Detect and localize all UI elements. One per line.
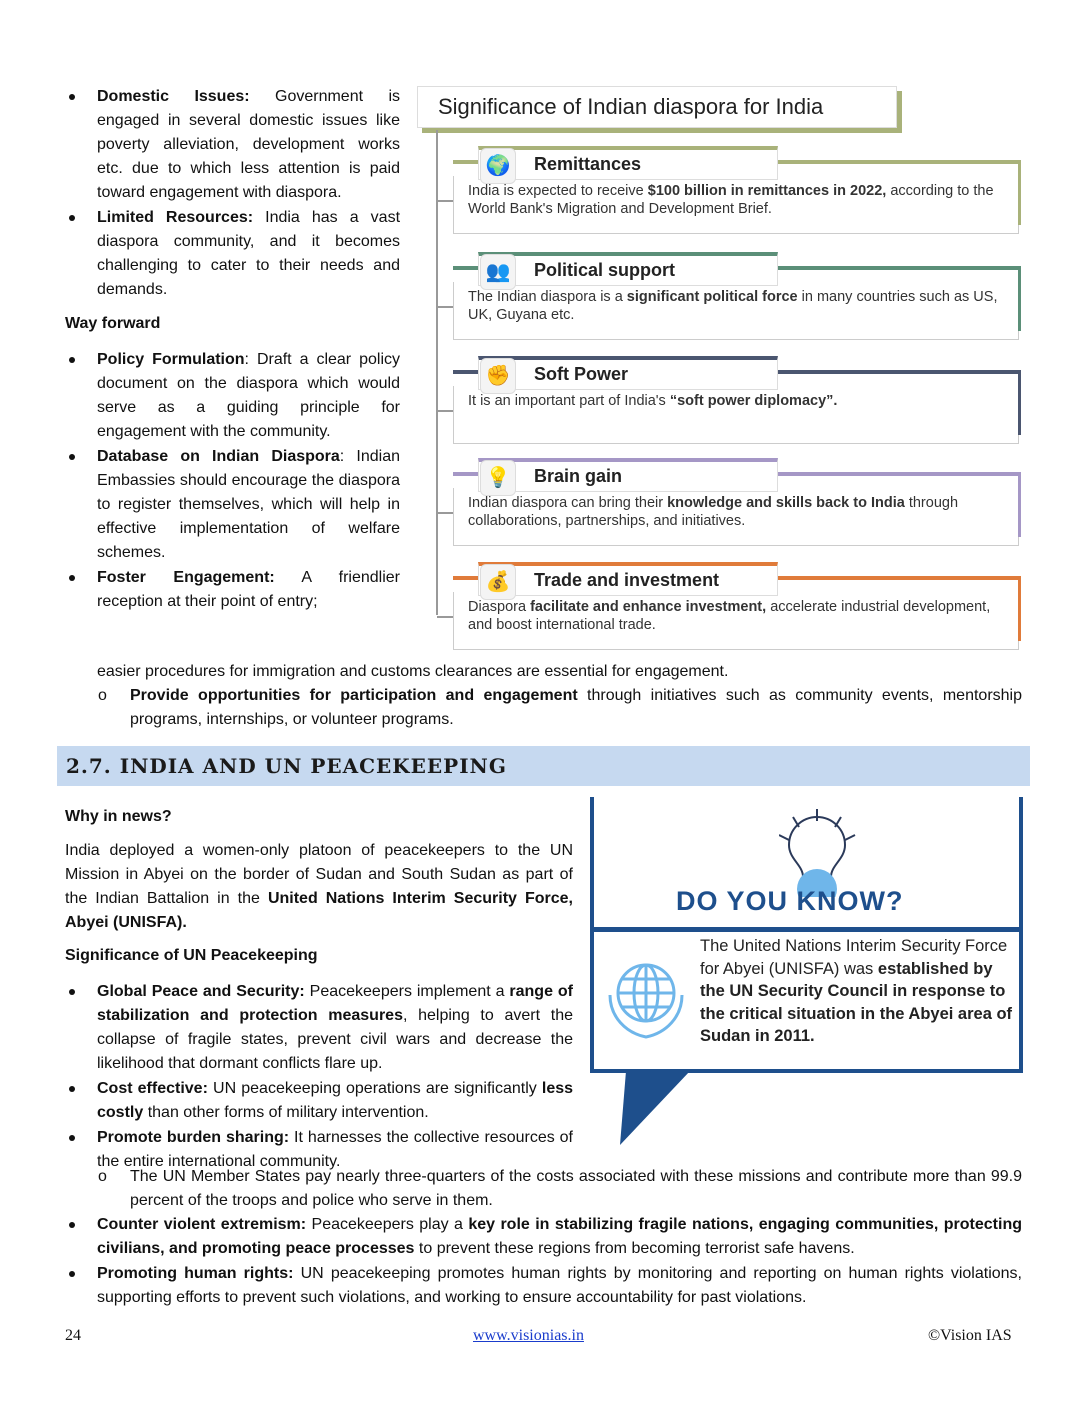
card-text-plain: Diaspora <box>468 599 531 615</box>
infographic-card-political-support <box>453 260 1019 340</box>
foster-continuation: easier procedures for immigration and customs clearances are essential for engagement. <box>97 663 729 680</box>
card-border <box>1018 160 1021 225</box>
bullet-text: It harnesses the collective resources of the entire international community. <box>97 1129 573 1170</box>
card-text-plain: Indian diaspora can bring their <box>468 495 668 511</box>
do-you-know-header <box>594 797 1019 932</box>
bullet-text: Government is engaged in several domestic issues like poverty alleviation, development works etc. due to which less attention is paid toward engagement with diaspora. <box>97 88 400 201</box>
bullet-lead: Counter violent extremism: <box>97 1216 307 1233</box>
bullet-lead: Provide opportunities for participation and engagement <box>130 687 578 704</box>
card-title: Trade and investment <box>478 562 778 596</box>
connector-tick <box>437 306 453 308</box>
connector-tick <box>437 616 453 618</box>
card-text-plain: India is expected to receive <box>468 183 648 199</box>
bullet-text: through initiatives such as community events, mentorship programs, internships, or volunteer programs. <box>130 687 1022 728</box>
card-text-plain: It is an important part of India's <box>468 393 670 409</box>
news-text: India deployed a women-only platoon of peacekeepers to the UN Mission in Abyei on the border of Sudan and South Sudan as part of the Indian Battalion in the <box>65 842 573 907</box>
sub-bullet-provide <box>65 684 1022 732</box>
bullet-lead: Promoting human rights: <box>97 1265 294 1282</box>
card-text-plain: accelerate industrial development, and boost international trade. <box>468 599 991 633</box>
card-text-bold: knowledge and skills back to India <box>667 495 905 511</box>
bullet-text: than other forms of military intervention. <box>143 1104 429 1121</box>
globe-arrow-icon: 🌍 <box>480 148 516 184</box>
bullet-global-peace <box>65 980 573 1076</box>
card-text-plain: in many countries such as US, UK, Guyana etc. <box>468 289 998 323</box>
news-paragraph <box>65 839 573 935</box>
bullet-text: Peacekeepers play a <box>306 1216 469 1233</box>
card-border <box>1018 576 1021 641</box>
infographic-connector <box>436 130 438 615</box>
card-title: Soft Power <box>478 356 778 390</box>
bullet-bold: less costly <box>97 1080 574 1121</box>
card-text <box>468 598 1012 634</box>
connector-tick <box>437 200 453 202</box>
infographic-card-remittances <box>453 154 1019 234</box>
infographic-card-soft-power <box>453 364 1019 444</box>
sub-bullet-member-states: o The UN Member States pay nearly three-quarters of the costs associated with these missions and contribute more than 99.9 percent of the troops and police who serve in them. <box>65 1165 1022 1213</box>
copyright: ©Vision IAS <box>928 1327 1012 1344</box>
section-heading: 2.7. INDIA AND UN PEACEKEEPING <box>57 746 1030 786</box>
bullet-lead: Policy Formulation <box>97 351 245 368</box>
full-width-bullets <box>65 1165 1022 1311</box>
card-border <box>1018 472 1021 537</box>
bullet-text: : Indian Embassies should encourage the diaspora to register themselves, which will help in effective implementation of welfare schemes. <box>97 448 401 561</box>
bullet-lead: Promote burden sharing: <box>97 1129 290 1146</box>
card-title: Brain gain <box>478 458 778 492</box>
bullet-text: to prevent these regions from becoming terrorist safe havens. <box>414 1240 855 1257</box>
heading-significance: Significance of UN Peacekeeping <box>65 947 318 964</box>
lightbulb-icon: 💡 <box>480 460 516 496</box>
bullet-text: UN peacekeeping operations are significantly <box>207 1080 542 1097</box>
news-bold: United Nations Interim Security Force, Abyei (UNISFA). <box>65 890 573 931</box>
card-border <box>1018 370 1021 435</box>
card-border <box>1018 266 1021 331</box>
page-number: 24 <box>65 1327 81 1344</box>
card-title: Remittances <box>478 146 778 180</box>
un-globe-icon <box>604 957 688 1041</box>
website-link[interactable]: www.visionias.in <box>473 1327 584 1344</box>
bullet-domestic-issues <box>65 85 400 205</box>
bullet-lead: Domestic Issues: <box>97 88 250 105</box>
bullet-text: , helping to avert the collapse of fragile states, prevent civil wars and decrease the likelihood that dormant conflicts flare up. <box>97 1007 574 1072</box>
card-text-bold: “soft power diplomacy”. <box>669 393 838 409</box>
bullet-human-rights <box>65 1262 1022 1310</box>
do-you-know-box <box>590 797 1023 1073</box>
connector-tick <box>437 512 453 514</box>
bullet-bold: key role in stabilizing fragile nations, engaging communities, protecting civilians, and promoting peace processes <box>97 1216 1023 1257</box>
card-text <box>468 182 1012 218</box>
connector-tick <box>437 410 453 412</box>
card-text-plain: according to the World Bank's Migration and Development Brief. <box>468 183 994 217</box>
bullet-lead: Cost effective: <box>97 1080 208 1097</box>
card-text-plain: The Indian diaspora is a <box>468 289 627 305</box>
investment-icon: 💰 <box>480 564 516 600</box>
bullet-cost-effective <box>65 1077 573 1125</box>
bullet-lead: Foster Engagement: <box>97 569 275 586</box>
bullet-text: UN peacekeeping promotes human rights by monitoring and reporting on human rights violations, supporting efforts to prevent such violations, and working to ensure accountability for past violations. <box>97 1265 1023 1306</box>
infographic-title: Significance of Indian diaspora for India <box>417 86 897 128</box>
bullet-limited-resources <box>65 206 400 302</box>
bullet-bold: range of stabilization and protection measures <box>97 983 573 1024</box>
bullet-lead: Database on Indian Diaspora <box>97 448 340 465</box>
bullet-text: : Draft a clear policy document on the diaspora which would serve as a guiding principle for engagement with the community. <box>97 351 401 440</box>
heading-why-in-news: Why in news? <box>65 808 172 825</box>
bullet-text: India has a vast diaspora community, and it becomes challenging to cater to their needs and demands. <box>97 209 401 298</box>
bullet-text: A friendlier reception at their point of entry; <box>97 569 401 610</box>
heading-way-forward: Way forward <box>65 315 161 332</box>
dyk-text: The United Nations Interim Security Force for Abyei (UNISFA) was <box>700 937 1008 978</box>
bullet-lead: Limited Resources: <box>97 209 254 226</box>
fist-icon: ✊ <box>480 358 516 394</box>
card-text-bold: significant political force <box>626 289 798 305</box>
card-text <box>468 494 1012 530</box>
bullet-database <box>65 445 400 565</box>
do-you-know-text <box>700 935 1015 1048</box>
bullet-counter-extremism <box>65 1213 1022 1261</box>
card-title: Political support <box>478 252 778 286</box>
crowd-icon: 👥 <box>480 254 516 290</box>
speech-bubble-tail <box>618 1071 694 1147</box>
bullet-policy <box>65 348 400 444</box>
bullet-lead: Global Peace and Security: <box>97 983 305 1000</box>
card-text-bold: $100 billion in remittances in 2022, <box>647 183 887 199</box>
left-column <box>65 85 400 615</box>
card-text-plain: through collaborations, partnerships, and initiatives. <box>468 495 959 529</box>
lightbulb-icon <box>779 807 869 897</box>
news-column <box>65 797 573 1175</box>
infographic-card-brain-gain <box>453 466 1019 546</box>
card-text-bold: facilitate and enhance investment, <box>530 599 767 615</box>
bullet-text: Peacekeepers implement a <box>304 983 510 1000</box>
infographic-card-trade-and-investment <box>453 570 1019 650</box>
card-text <box>468 288 1012 324</box>
dyk-bold: established by the UN Security Council in response to the critical situation in the Abyei area of Sudan in 2011. <box>700 959 1013 1045</box>
bullet-foster <box>65 566 400 614</box>
do-you-know-heading: DO YOU KNOW? <box>676 886 904 916</box>
card-text <box>468 392 1012 410</box>
